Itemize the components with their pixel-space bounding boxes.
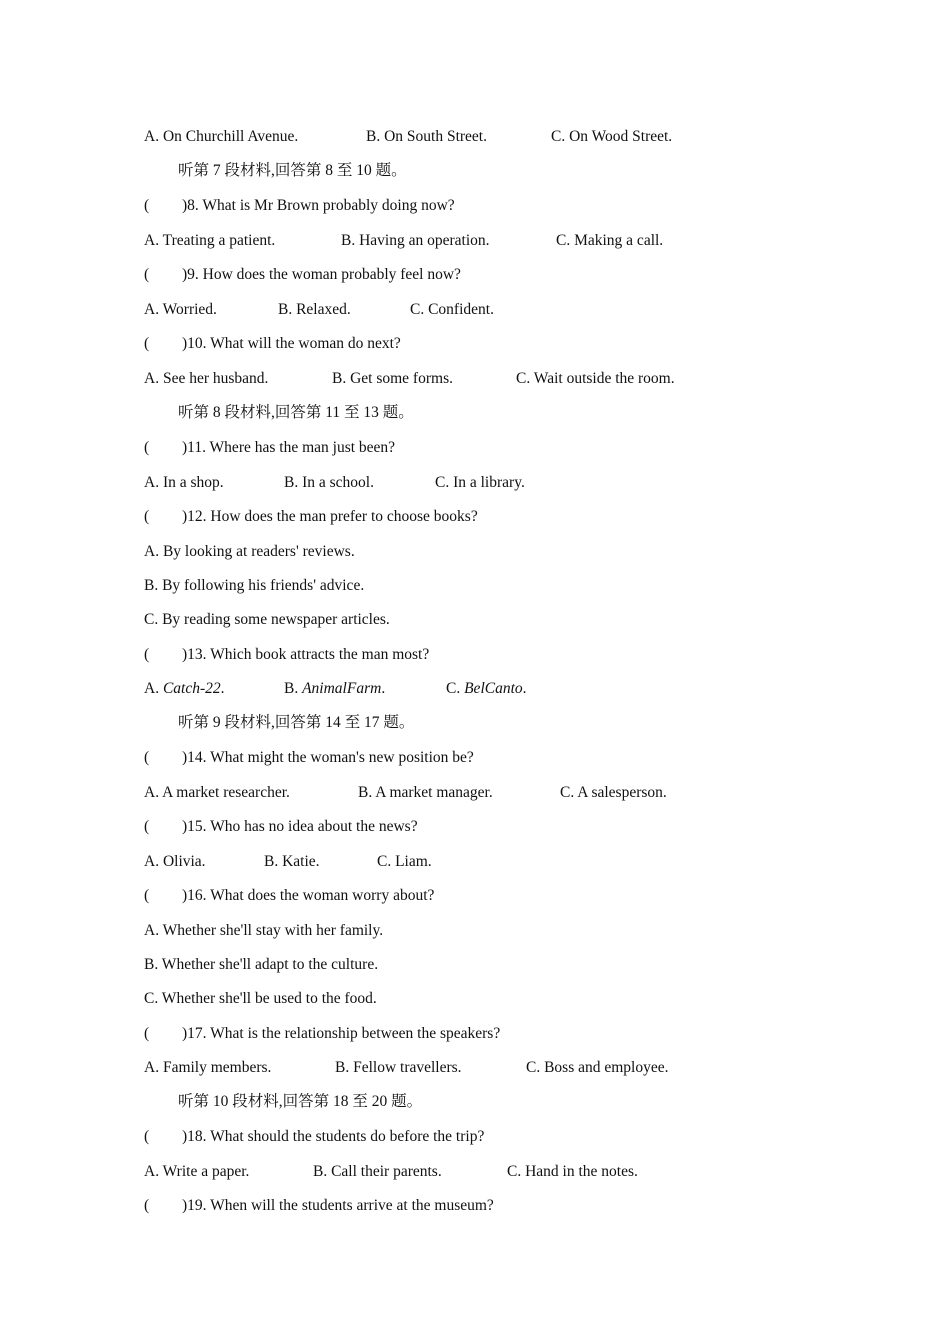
option-b: B. A market manager.: [358, 784, 493, 801]
q16-option-b: B. Whether she'll adapt to the culture.: [144, 956, 379, 973]
answer-bracket: (: [144, 439, 150, 456]
answer-bracket: (: [144, 646, 150, 663]
answer-bracket: (: [144, 1197, 150, 1214]
book-title: AnimalFarm: [302, 680, 382, 697]
option-a: A. On Churchill Avenue.: [144, 128, 299, 145]
question-13: [144, 645, 429, 665]
option-a: A. Write a paper.: [144, 1163, 250, 1180]
option-c: C. Making a call.: [556, 232, 664, 249]
question-text: )10. What will the woman do next?: [182, 335, 401, 352]
answer-bracket: (: [144, 749, 150, 766]
option-a: A. A market researcher.: [144, 784, 290, 801]
question-9: [144, 265, 461, 285]
book-title: Catch-22: [162, 680, 221, 697]
book-title: BelCanto: [464, 680, 523, 697]
option-c: C. BelCanto.: [446, 680, 527, 697]
question-text: )8. What is Mr Brown probably doing now?: [182, 197, 455, 214]
question-10: [144, 334, 401, 354]
question-19: [144, 1196, 494, 1216]
question-17: [144, 1024, 500, 1044]
answer-bracket: (: [144, 266, 150, 283]
question-text: )16. What does the woman worry about?: [182, 887, 435, 904]
q16-option-c: C. Whether she'll be used to the food.: [144, 990, 377, 1007]
option-b: B. Call their parents.: [313, 1163, 442, 1180]
answer-bracket: (: [144, 335, 150, 352]
option-b: B. In a school.: [284, 474, 374, 491]
question-11: [144, 438, 395, 458]
option-b: B. On South Street.: [366, 128, 487, 145]
q12-option-c: C. By reading some newspaper articles.: [144, 611, 390, 628]
question-15: [144, 817, 418, 837]
option-b: B. Fellow travellers.: [335, 1059, 462, 1076]
question-text: )11. Where has the man just been?: [182, 439, 396, 456]
question-text: )18. What should the students do before the trip?: [182, 1128, 485, 1145]
option-c: C. A salesperson.: [560, 784, 667, 801]
question-text: )17. What is the relationship between the speakers?: [182, 1025, 501, 1042]
option-b: B. Get some forms.: [332, 370, 453, 387]
section-heading-7: 听第 7 段材料,回答第 8 至 10 题。: [178, 162, 407, 179]
q12-option-b: B. By following his friends' advice.: [144, 577, 365, 594]
question-text: )19. When will the students arrive at the museum?: [182, 1197, 494, 1214]
option-b: B. Relaxed.: [278, 301, 351, 318]
question-14: [144, 748, 474, 768]
answer-bracket: (: [144, 1128, 150, 1145]
answer-bracket: (: [144, 887, 150, 904]
option-a: A. Treating a patient.: [144, 232, 276, 249]
option-c: C. Wait outside the room.: [516, 370, 675, 387]
answer-bracket: (: [144, 508, 150, 525]
question-text: )12. How does the man prefer to choose books?: [182, 508, 478, 525]
question-text: )13. Which book attracts the man most?: [182, 646, 430, 663]
question-16: [144, 886, 434, 906]
question-text: )15. Who has no idea about the news?: [182, 818, 418, 835]
option-c: C. Liam.: [377, 853, 432, 870]
question-12: [144, 507, 478, 527]
question-text: )14. What might the woman's new position be?: [182, 749, 474, 766]
section-heading-9: 听第 9 段材料,回答第 14 至 17 题。: [178, 714, 415, 731]
option-a: A. Worried.: [144, 301, 217, 318]
option-b: B. Having an operation.: [341, 232, 490, 249]
question-text: )9. How does the woman probably feel now?: [182, 266, 461, 283]
option-c: C. Hand in the notes.: [507, 1163, 638, 1180]
option-a: A. Catch-22.: [144, 680, 225, 697]
q16-option-a: A. Whether she'll stay with her family.: [144, 922, 384, 939]
answer-bracket: (: [144, 818, 150, 835]
option-a: A. In a shop.: [144, 474, 224, 491]
q12-option-a: A. By looking at readers' reviews.: [144, 543, 355, 560]
question-8: [144, 196, 455, 216]
option-c: C. Boss and employee.: [526, 1059, 669, 1076]
section-heading-8: 听第 8 段材料,回答第 11 至 13 题。: [178, 404, 414, 421]
option-c: C. In a library.: [435, 474, 525, 491]
question-18: [144, 1127, 484, 1147]
option-c: C. On Wood Street.: [551, 128, 673, 145]
option-b: B. Katie.: [264, 853, 320, 870]
section-heading-10: 听第 10 段材料,回答第 18 至 20 题。: [178, 1093, 423, 1110]
answer-bracket: (: [144, 1025, 150, 1042]
option-c: C. Confident.: [410, 301, 494, 318]
answer-bracket: (: [144, 197, 150, 214]
option-a: A. See her husband.: [144, 370, 269, 387]
option-a: A. Family members.: [144, 1059, 272, 1076]
option-a: A. Olivia.: [144, 853, 206, 870]
option-b: B. AnimalFarm.: [284, 680, 386, 697]
